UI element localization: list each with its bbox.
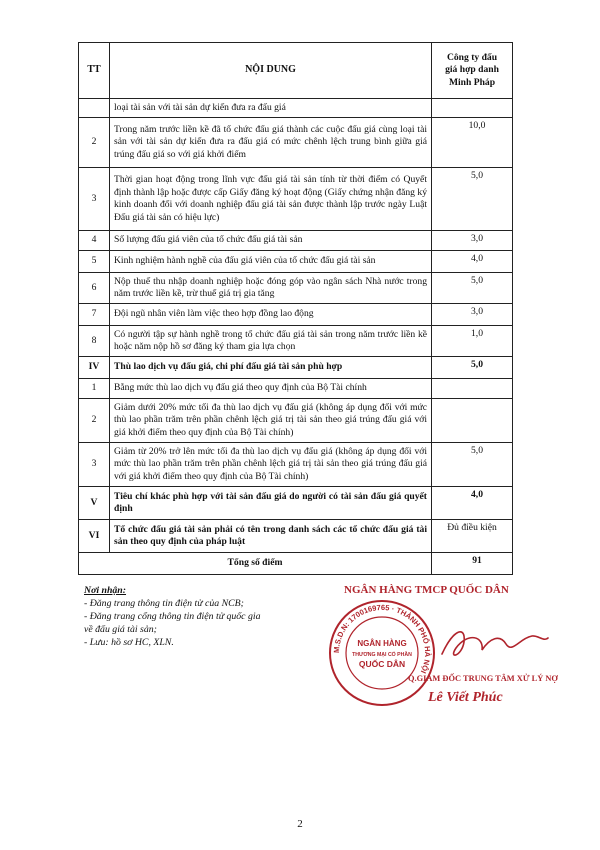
- row-content: Giảm từ 20% trở lên mức tối đa thù lao dịch vụ đấu giá (không áp dụng đối với mức thù lao phần trăm trên phần chênh lệch giá trị tài sản theo giá trúng đấu giá với giá khởi điểm theo quy định của Bộ Tài chính): [110, 443, 432, 487]
- row-tt: 7: [79, 304, 110, 326]
- row-tt: 5: [79, 251, 110, 273]
- table-total-row: [79, 553, 513, 575]
- row-content: loại tài sản với tài sản dự kiến đưa ra đấu giá: [110, 99, 432, 118]
- table-row: [79, 168, 513, 231]
- row-tt: 8: [79, 326, 110, 357]
- row-content: Thời gian hoạt động trong lĩnh vực đấu giá tài sản tính từ thời điểm có Quyết định thành lập hoặc được cấp Giấy đăng ký hoạt động (Giấy chứng nhận đăng ký kinh doanh đối với doanh nghiệp đấu giá tài sản được thành lập trước ngày Luật Đấu giá tài sản có hiệu lực): [110, 168, 432, 231]
- seal-line-1: NGÂN HÀNG: [357, 639, 407, 648]
- row-score: 4,0: [432, 251, 513, 273]
- total-value: 91: [432, 553, 513, 575]
- signer-role: Q.GIÁM ĐỐC TRUNG TÂM XỬ LÝ NỢ: [408, 674, 558, 683]
- table-row: [79, 357, 513, 379]
- row-content: Kinh nghiệm hành nghề của đấu giá viên của tổ chức đấu giá tài sản: [110, 251, 432, 273]
- row-score: 5,0: [432, 443, 513, 487]
- seal-line-3: QUỐC DÂN: [358, 659, 406, 669]
- row-tt: VI: [79, 520, 110, 553]
- row-tt: [79, 99, 110, 118]
- row-score: 5,0: [432, 357, 513, 379]
- table-row: [79, 379, 513, 399]
- recipient-item: - Đăng trang cổng thông tin điện tử quốc gia về đấu giá tài sản;: [84, 611, 261, 635]
- table-row: [79, 273, 513, 304]
- row-tt: 2: [79, 399, 110, 443]
- recipient-item: - Lưu: hồ sơ HC, XLN.: [84, 637, 174, 648]
- recipients-block: [84, 584, 264, 649]
- row-score: Đủ điều kiện: [432, 520, 513, 553]
- row-tt: 1: [79, 379, 110, 399]
- row-score: 4,0: [432, 487, 513, 520]
- row-score: [432, 99, 513, 118]
- seal-outer-text: M.S.D.N: 1700169765 · THÀNH PHỐ HÀ NỘI: [331, 602, 433, 675]
- row-tt: IV: [79, 357, 110, 379]
- row-tt: 3: [79, 443, 110, 487]
- table-row: [79, 251, 513, 273]
- row-content: Tiêu chí khác phù hợp với tài sản đấu giá do người có tài sản đấu giá quyết định: [110, 487, 432, 520]
- row-tt: 3: [79, 168, 110, 231]
- row-content: Số lượng đấu giá viên của tổ chức đấu giá tài sản: [110, 231, 432, 251]
- row-content: Nộp thuế thu nhập doanh nghiệp hoặc đóng góp vào ngân sách Nhà nước trong năm trước liền kề, trừ thuế giá trị gia tăng: [110, 273, 432, 304]
- table-row: [79, 231, 513, 251]
- table-row: [79, 399, 513, 443]
- row-tt: 2: [79, 118, 110, 168]
- row-tt: 6: [79, 273, 110, 304]
- handwritten-signature: [434, 620, 554, 670]
- table-row: [79, 520, 513, 553]
- row-content: Có người tập sự hành nghề trong tổ chức đấu giá tài sản trong năm trước liền kề hoặc năm nộp hồ sơ đăng ký tham gia lựa chọn: [110, 326, 432, 357]
- table-row: [79, 326, 513, 357]
- row-content: Đội ngũ nhân viên làm việc theo hợp đồng lao động: [110, 304, 432, 326]
- row-content: Thù lao dịch vụ đấu giá, chi phí đấu giá tài sản phù hợp: [110, 357, 432, 379]
- header-content: NỘI DUNG: [110, 43, 432, 99]
- seal-line-2: THƯƠNG MẠI CỔ PHẦN: [352, 652, 412, 658]
- row-score: 1,0: [432, 326, 513, 357]
- table-row: [79, 443, 513, 487]
- criteria-table: [78, 42, 513, 575]
- row-score: [432, 379, 513, 399]
- header-company: Công ty đấu giá hợp danh Minh Pháp: [432, 43, 513, 99]
- recipients-title: Nơi nhận:: [84, 585, 127, 596]
- row-content: Tổ chức đấu giá tài sản phải có tên trong danh sách các tổ chức đấu giá tài sản theo quy định của pháp luật: [110, 520, 432, 553]
- row-score: 5,0: [432, 168, 513, 231]
- row-score: 3,0: [432, 304, 513, 326]
- row-tt: 4: [79, 231, 110, 251]
- table-row: [79, 487, 513, 520]
- row-tt: V: [79, 487, 110, 520]
- row-content: Giảm dưới 20% mức tối đa thù lao dịch vụ đấu giá (không áp dụng đối với mức thù lao phần trăm trên phần chênh lệch giá trị tài sản theo giá trúng đấu giá với giá khởi điểm theo quy định của Bộ Tài chính): [110, 399, 432, 443]
- recipient-item: - Đăng trang thông tin điện tử của NCB;: [84, 598, 244, 609]
- table-row: [79, 118, 513, 168]
- page-number: 2: [297, 818, 303, 830]
- signer-name: Lê Viết Phúc: [428, 690, 503, 705]
- row-score: 3,0: [432, 231, 513, 251]
- signer-organization: NGÂN HÀNG TMCP QUỐC DÂN: [344, 584, 509, 596]
- row-score: 10,0: [432, 118, 513, 168]
- row-content: Trong năm trước liền kề đã tổ chức đấu giá thành các cuộc đấu giá cùng loại tài sản với tài sản dự kiến đưa ra đấu giá có mức chênh lệch trung bình giữa giá trúng đấu giá so với giá khởi điểm: [110, 118, 432, 168]
- table-header-row: [79, 43, 513, 99]
- row-content: Bằng mức thù lao dịch vụ đấu giá theo quy định của Bộ Tài chính: [110, 379, 432, 399]
- header-tt: TT: [79, 43, 110, 99]
- company-seal: [327, 598, 437, 708]
- total-label: Tổng số điểm: [79, 553, 432, 575]
- row-score: [432, 399, 513, 443]
- table-row: [79, 304, 513, 326]
- table-row: [79, 99, 513, 118]
- row-score: 5,0: [432, 273, 513, 304]
